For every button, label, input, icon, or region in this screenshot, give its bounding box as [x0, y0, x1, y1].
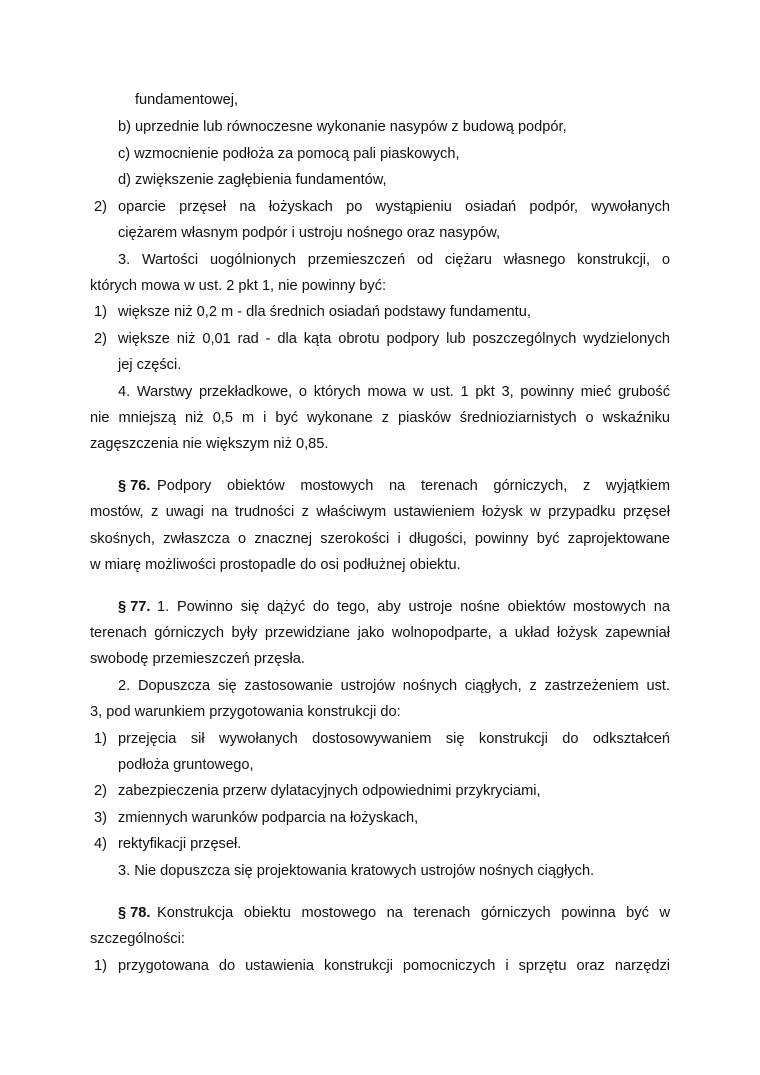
text-line: większe niż 0,01 rad - dla kąta obrotu podpory lub poszczególnych wydzielonych	[118, 331, 670, 347]
item-number: 2)	[94, 783, 107, 799]
text-line: w miarę możliwości prostopadle do osi podłużnej obiektu.	[90, 557, 461, 573]
section-76-heading: § 76.	[118, 478, 151, 494]
text-line: większe niż 0,2 m - dla średnich osiadań podstawy fundamentu,	[118, 304, 531, 320]
text-line: przejęcia sił wywołanych dostosowywaniem się konstrukcji do odkształceń	[118, 731, 670, 747]
text-line: zagęszczenia nie większym niż 0,85.	[90, 436, 329, 452]
text-line: 2. Dopuszcza się zastosowanie ustrojów nośnych ciągłych, z zastrzeżeniem ust.	[118, 678, 670, 694]
text-line: zabezpieczenia przerw dylatacyjnych odpowiednimi przykryciami,	[118, 783, 541, 799]
item-number: 1)	[94, 304, 107, 320]
section-78-heading: § 78.	[118, 905, 151, 921]
item-number: 4)	[94, 836, 107, 852]
text-line: swobodę przemieszczeń przęsła.	[90, 651, 305, 667]
text-line: Konstrukcja obiektu mostowego na terenach górniczych powinna być w	[157, 905, 670, 921]
text-line: terenach górniczych były przewidziane jako wolnopodparte, a układ łożysk zapewniał	[90, 625, 670, 641]
text-line: 3. Nie dopuszcza się projektowania kratowych ustrojów nośnych ciągłych.	[118, 863, 595, 879]
text-line: przygotowana do ustawienia konstrukcji pomocniczych i sprzętu oraz narzędzi	[118, 958, 670, 974]
text-line: ciężarem własnym podpór i ustroju nośnego oraz nasypów,	[118, 225, 501, 241]
text-line: skośnych, zwłaszcza o znacznej szerokości i długości, powinny być zaprojektowane	[90, 531, 670, 547]
text-line: szczególności:	[90, 931, 185, 947]
text-line: rektyfikacji przęseł.	[118, 836, 242, 852]
text-line: których mowa w ust. 2 pkt 1, nie powinny być:	[90, 278, 387, 294]
text-line: 1. Powinno się dążyć do tego, aby ustroje nośne obiektów mostowych na	[157, 599, 670, 615]
text-line: 4. Warstwy przekładkowe, o których mowa w ust. 1 pkt 3, powinny mieć grubość	[118, 384, 670, 400]
list-item-d: d) zwiększenie zagłębienia fundamentów,	[118, 172, 387, 188]
section-77-heading: § 77.	[118, 599, 151, 615]
text-line: 3. Wartości uogólnionych przemieszczeń od ciężaru własnego konstrukcji, o	[118, 252, 670, 268]
list-item-c: c) wzmocnienie podłoża za pomocą pali piaskowych,	[118, 146, 460, 162]
text-line: jej części.	[118, 357, 182, 373]
text-line: nie mniejszą niż 0,5 m i być wykonane z piasków średnioziarnistych o wskaźniku	[90, 410, 670, 426]
text-line: oparcie przęseł na łożyskach po wystąpieniu osiadań podpór, wywołanych	[118, 199, 670, 215]
item-number: 1)	[94, 958, 107, 974]
list-item-b: b) uprzednie lub równoczesne wykonanie nasypów z budową podpór,	[118, 119, 567, 135]
text-line: fundamentowej,	[135, 92, 239, 108]
item-number: 2)	[94, 331, 107, 347]
item-number: 3)	[94, 810, 107, 826]
item-number: 2)	[94, 199, 107, 215]
text-line: zmiennych warunków podparcia na łożyskach,	[118, 810, 419, 826]
text-line: mostów, z uwagi na trudności z właściwym ustawieniem łożysk w przypadku przęseł	[90, 504, 670, 520]
text-line: 3, pod warunkiem przygotowania konstrukcji do:	[90, 704, 401, 720]
text-line: podłoża gruntowego,	[118, 757, 254, 773]
text-line: Podpory obiektów mostowych na terenach górniczych, z wyjątkiem	[157, 478, 670, 494]
item-number: 1)	[94, 731, 107, 747]
